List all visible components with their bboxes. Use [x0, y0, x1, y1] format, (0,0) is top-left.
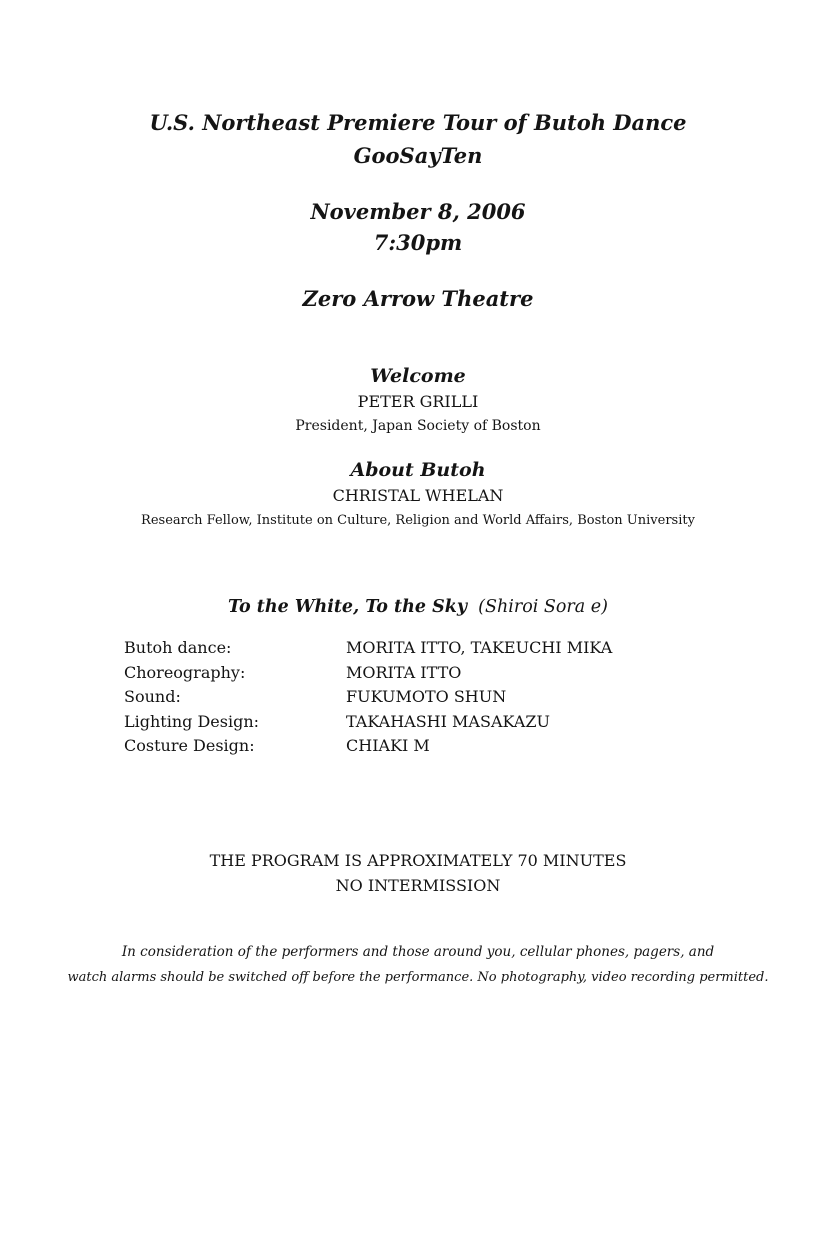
about-speaker-name: CHRISTAL WHELAN: [332, 486, 504, 505]
credit-row: [124, 638, 724, 663]
company-name: GooSayTen: [353, 143, 483, 168]
credit-role: Butoh dance:: [124, 638, 232, 657]
welcome-heading: Welcome: [370, 365, 466, 387]
intermission-note: NO INTERMISSION: [335, 876, 501, 895]
performance-time: 7:30pm: [373, 230, 463, 255]
credit-role: Lighting Design:: [124, 711, 260, 731]
credit-name: MORITA ITTO, TAKEUCHI MIKA: [346, 638, 613, 657]
credit-row: [124, 712, 724, 737]
venue-name: Zero Arrow Theatre: [302, 286, 534, 311]
welcome-speaker-title: President, Japan Society of Boston: [295, 418, 541, 434]
program-duration: THE PROGRAM IS APPROXIMATELY 70 MINUTES: [209, 851, 627, 870]
piece-subtitle: (Shiroi Sora e): [478, 597, 608, 617]
credit-row: [124, 663, 724, 688]
credit-name: FUKUMOTO SHUN: [346, 687, 507, 706]
piece-title-line: [0, 597, 836, 617]
credit-role: Sound:: [124, 687, 181, 706]
about-speaker-title: Research Fellow, Institute on Culture, Religion and World Affairs, Boston University: [141, 513, 695, 528]
credit-name: MORITA ITTO: [346, 662, 462, 682]
piece-title: To the White, To the Sky: [228, 597, 467, 617]
tour-title: U.S. Northeast Premiere Tour of Butoh Dance: [149, 110, 687, 135]
courtesy-notice-line-1: In consideration of the performers and those around you, cellular phones, pagers, and: [121, 944, 715, 960]
credit-role: Choreography:: [124, 662, 246, 682]
about-heading: About Butoh: [350, 459, 486, 481]
performance-date: November 8, 2006: [310, 199, 526, 224]
credit-role: Costure Design:: [124, 736, 255, 755]
credit-name: CHIAKI M: [346, 736, 430, 755]
credit-row: [124, 687, 724, 712]
credit-row: [124, 736, 724, 761]
welcome-speaker-name: PETER GRILLI: [357, 392, 479, 411]
credit-name: TAKAHASHI MASAKAZU: [346, 711, 550, 731]
credits-list: [124, 638, 724, 761]
courtesy-notice-line-2: watch alarms should be switched off before the performance. No photography, video recording permitted.: [67, 970, 769, 985]
